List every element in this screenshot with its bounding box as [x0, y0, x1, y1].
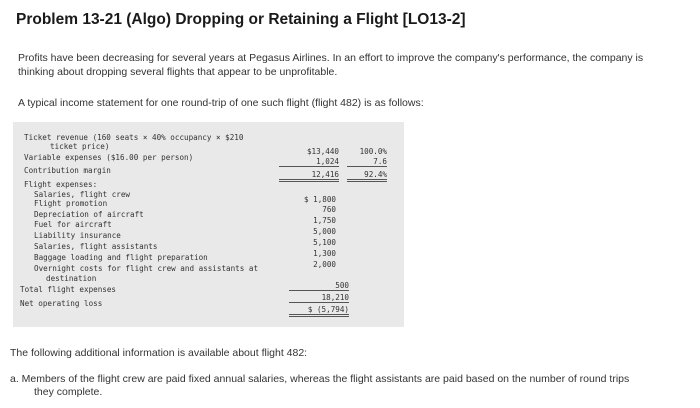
overnight-label-1: Overnight costs for flight crew and assistants at [34, 264, 259, 273]
liability-amount: 5,100 [313, 238, 336, 247]
depreciation-amount: 1,750 [313, 216, 336, 225]
intro-paragraph [18, 51, 690, 79]
flight-promotion-amount: 760 [322, 205, 336, 214]
item-a-line-1: a. Members of the flight crew are paid fixed annual salaries, whereas the flight assistants are paid based on the number of round trips [10, 373, 630, 385]
depreciation-label: Depreciation of aircraft [34, 210, 144, 219]
ticket-revenue-label-2: ticket price) [50, 142, 110, 151]
liability-label: Liability insurance [34, 231, 121, 240]
salaries-assistants-amount: 1,300 [313, 249, 336, 258]
total-flight-expenses-label: Total flight expenses [20, 285, 117, 294]
intro-line-1: Profits have been decreasing for several years at Pegasus Airlines. In an effort to improve the company's performance, the company is [18, 52, 644, 64]
page-title: Problem 13-21 (Algo) Dropping or Retaining a Flight [LO13-2] [16, 11, 466, 28]
contribution-margin-amount: 12,416 [279, 170, 339, 182]
net-operating-loss-amount: $ (5,794) [289, 305, 349, 317]
baggage-amount: 2,000 [313, 260, 336, 269]
total-flight-expenses-amount: 18,210 [289, 293, 349, 303]
overnight-label-2: destination [46, 274, 97, 283]
variable-expenses-pct: 7.6 [347, 157, 387, 167]
income-statement [13, 122, 404, 327]
fuel-amount: 5,000 [313, 227, 336, 236]
following-info: The following additional information is available about flight 482: [10, 347, 308, 359]
variable-expenses-amount: 1,024 [279, 157, 339, 167]
ticket-revenue-amount: $13,440 [306, 147, 339, 156]
variable-expenses-label: Variable expenses ($16.00 per person) [24, 153, 194, 162]
contribution-margin-label: Contribution margin [24, 166, 111, 175]
fuel-label: Fuel for aircraft [34, 220, 112, 229]
item-a [10, 373, 690, 399]
flight-promotion-label: Flight promotion [34, 199, 108, 208]
salaries-assistants-label: Salaries, flight assistants [34, 242, 158, 251]
flight-expenses-label: Flight expenses: [24, 180, 98, 189]
item-a-line-2: they complete. [34, 386, 103, 398]
ticket-revenue-pct: 100.0% [359, 147, 387, 156]
salaries-crew-label: Salaries, flight crew [34, 190, 131, 199]
ticket-revenue-label-1: Ticket revenue (160 seats × 40% occupancy × $210 [24, 133, 244, 142]
intro-statement: A typical income statement for one round-trip of one such flight (flight 482) is as follows: [18, 97, 424, 109]
overnight-amount: 500 [289, 281, 349, 291]
net-operating-loss-label: Net operating loss [20, 299, 103, 308]
baggage-label: Baggage loading and flight preparation [34, 253, 208, 262]
salaries-crew-amount: $ 1,800 [303, 195, 336, 204]
intro-line-2: thinking about dropping several flights that appear to be unprofitable. [18, 66, 338, 78]
contribution-margin-pct: 92.4% [347, 170, 387, 182]
